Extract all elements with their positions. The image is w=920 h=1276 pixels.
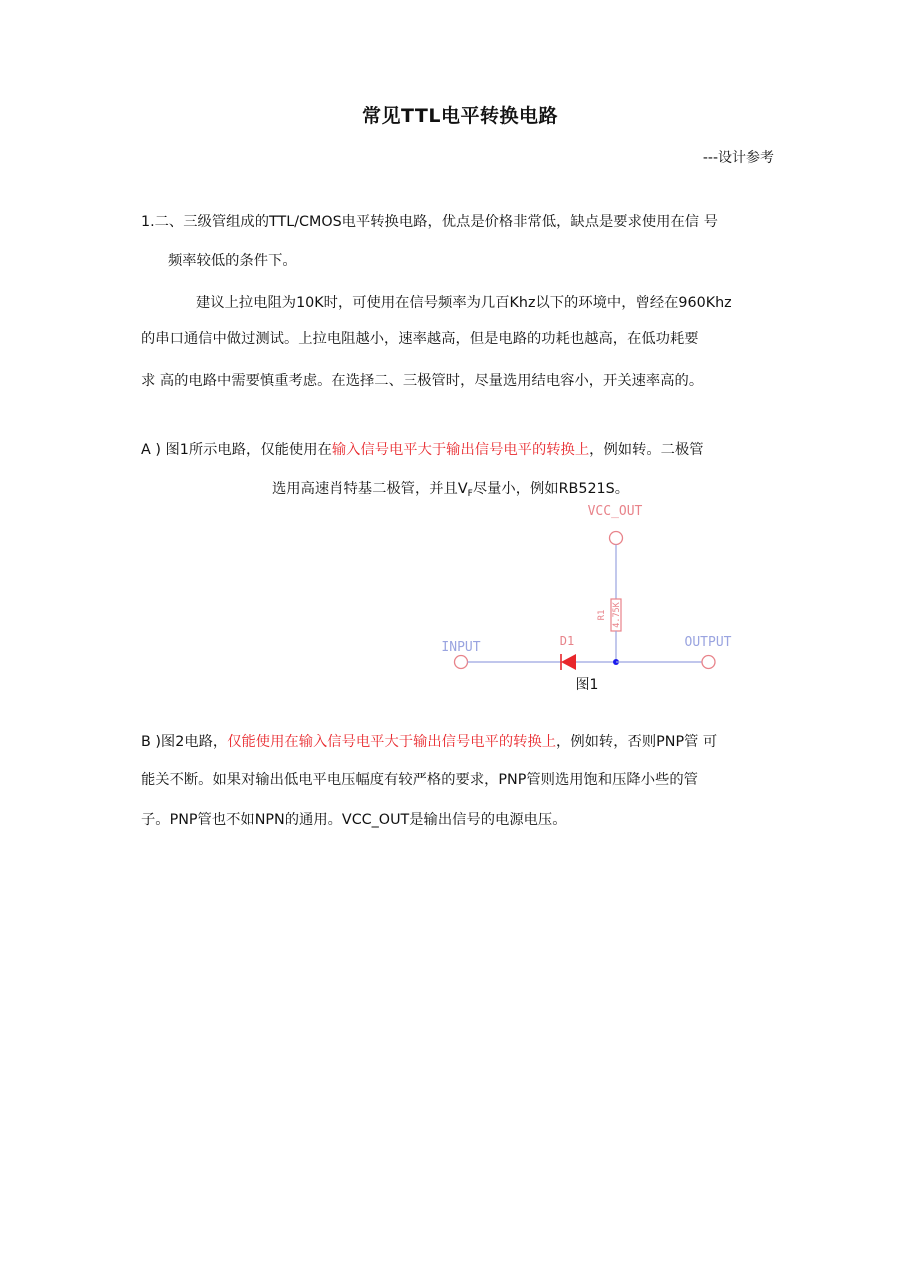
vcc-terminal (610, 532, 623, 545)
output-terminal (702, 656, 715, 669)
section-a-line2-part2: 尽量小，例如RB521S。 (472, 481, 630, 497)
diode-symbol-icon (561, 654, 576, 670)
section-b-line-2: 能关不断。如果对输出低电平电压幅度有较严格的要求，PNP管则选用饱和压降小些的管 (141, 772, 698, 788)
intro-line-4: 的串口通信中做过测试。上拉电阻越小，速率越高，但是电路的功耗也越高，在低功耗要 (141, 331, 699, 347)
intro-line-1: 1.二、三级管组成的TTL/CMOS电平转换电路，优点是价格非常低，缺点是要求使用在信 号 (141, 214, 718, 230)
document-title: 常见TTL电平转换电路 (362, 105, 558, 127)
intro-line-3: 建议上拉电阻为10K时，可使用在信号频率为几百Khz以下的环境中，曾经在960Khz (196, 295, 732, 311)
section-a-line-1 (141, 440, 704, 460)
section-a-prefix: A ) 图1所示电路，仅能使用在 (141, 442, 332, 458)
diode-label: D1 (559, 634, 575, 648)
section-b-line-1 (141, 732, 717, 752)
intro-line-5: 求 高的电路中需要慎重考虑。在选择二、三极管时，尽量选用结电容小，开关速率高的。 (141, 373, 704, 389)
input-label: INPUT (441, 640, 481, 655)
section-a-suffix: ，例如转。二极管 (589, 442, 704, 458)
section-b-line-3: 子。PNP管也不如NPN的通用。VCC_OUT是输出信号的电源电压。 (141, 812, 567, 828)
resistor-value-label: 4.75K (612, 602, 622, 628)
section-b-prefix: B )图2电路， (141, 734, 228, 750)
vf-subscript: F (467, 489, 473, 499)
section-a-highlight: 输入信号电平大于输出信号电平的转换上 (331, 442, 590, 458)
figure-1-caption: 图1 (575, 677, 599, 693)
output-label: OUTPUT (684, 635, 732, 650)
section-a-line2-part1: 选用高速肖特基二极管，并且V (272, 481, 468, 497)
document-subtitle: ---设计参考 (702, 150, 774, 166)
resistor-name-label: R1 (597, 609, 607, 621)
input-terminal (455, 656, 468, 669)
vcc-out-label: VCC_OUT (587, 504, 643, 519)
intro-line-2: 频率较低的条件下。 (168, 253, 297, 269)
section-b-suffix: ，例如转，否则PNP管 可 (556, 734, 718, 750)
section-b-highlight: 仅能使用在输入信号电平大于输出信号电平的转换上 (227, 734, 557, 750)
